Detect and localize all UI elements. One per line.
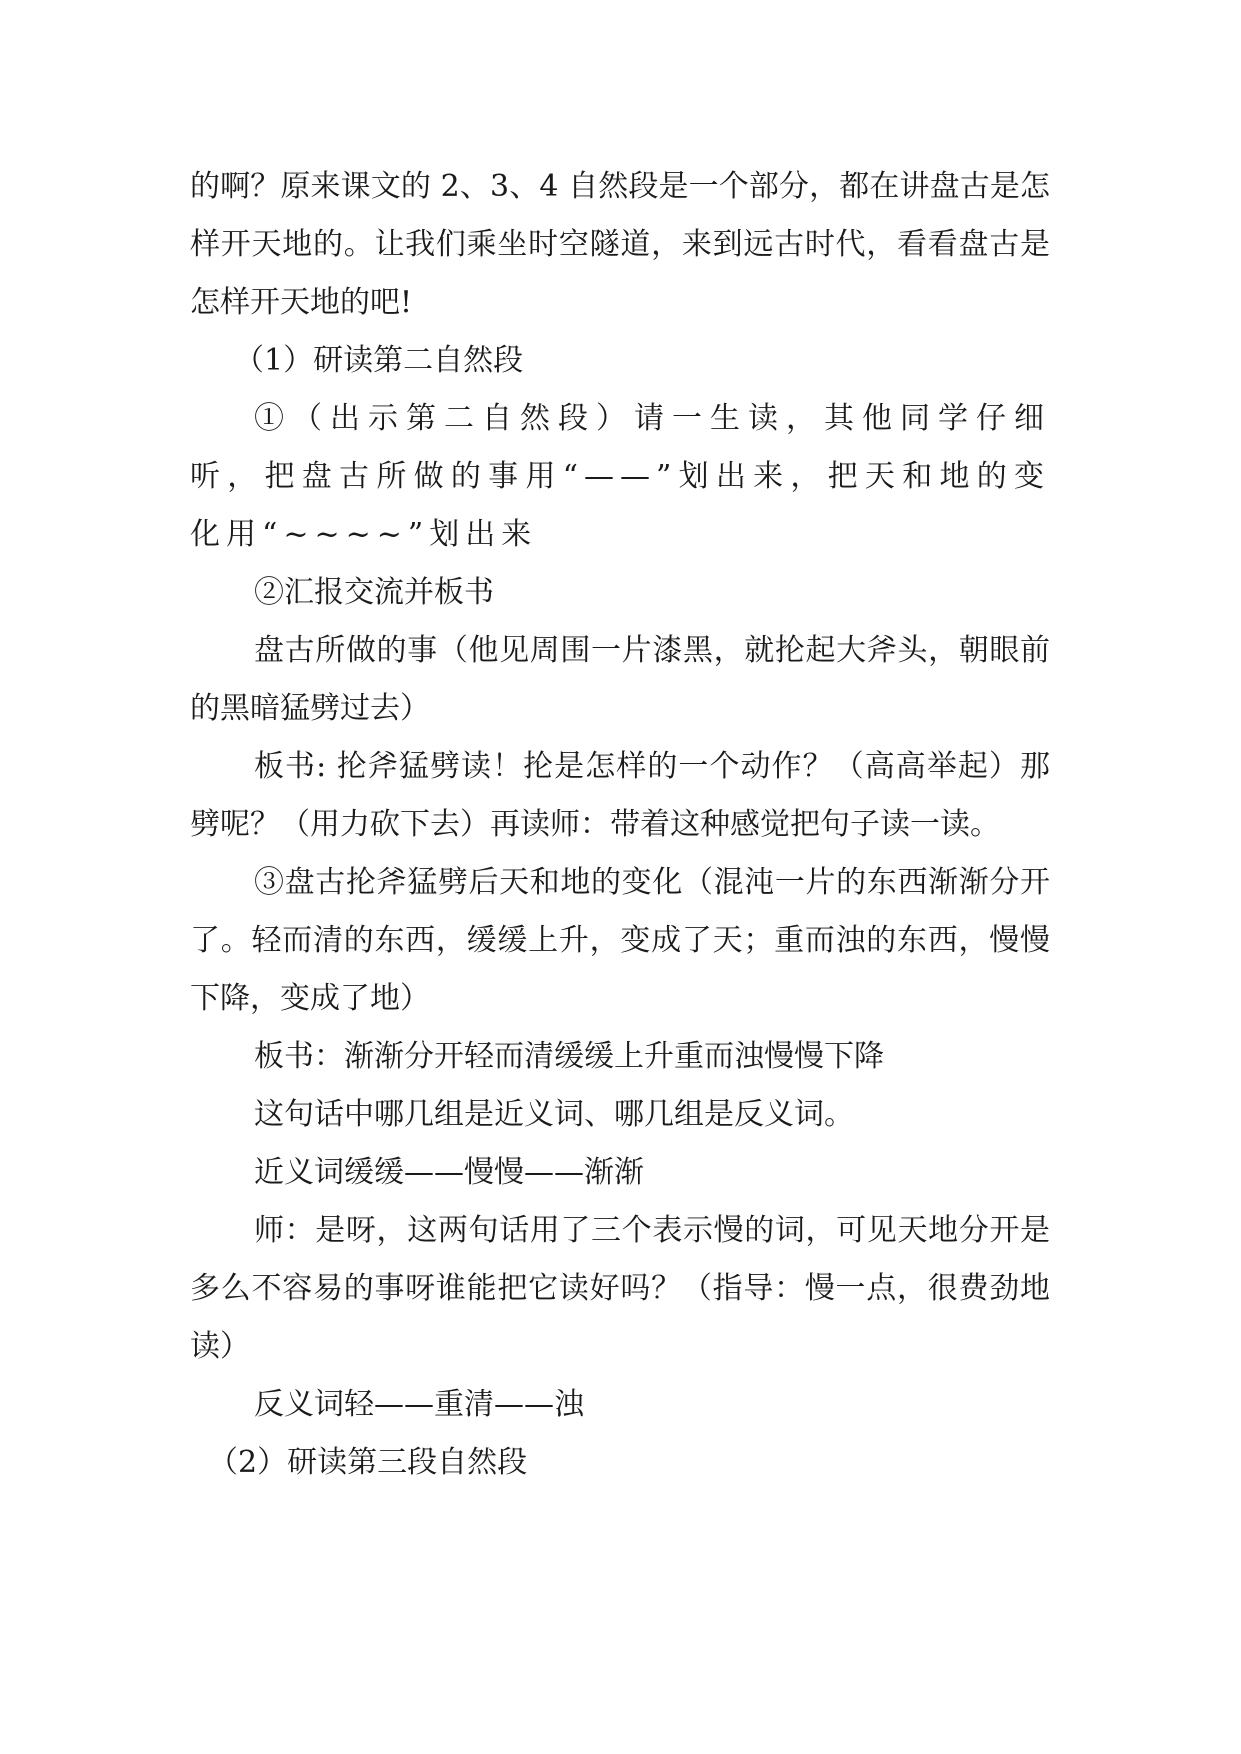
paragraph-board-1: 板书: 抡斧猛劈读！抡是怎样的一个动作？（高高举起）那劈呢？（用力砍下去）再读师：带着这种感觉把句子读一读。 bbox=[190, 749, 1050, 842]
paragraph-step-2: ②汇报交流并板书 bbox=[254, 575, 494, 610]
paragraph-board-2: 板书：渐渐分开轻而清缓缓上升重而浊慢慢下降 bbox=[254, 1039, 884, 1074]
paragraph-pangu-actions: 盘古所做的事（他见周围一片漆黑，就抡起大斧头，朝眼前的黑暗猛劈过去） bbox=[190, 633, 1050, 726]
paragraph-question: 这句话中哪几组是近义词、哪几组是反义词。 bbox=[254, 1097, 854, 1132]
heading-section-1: （1）研读第二自然段 bbox=[234, 343, 524, 378]
document-body bbox=[190, 158, 1050, 1492]
heading-section-2: （2）研读第三段自然段 bbox=[208, 1445, 528, 1480]
paragraph-step-3: ③盘古抡斧猛劈后天和地的变化（混沌一片的东西渐渐分开了。轻而清的东西，缓缓上升，变成了天；重而浊的东西，慢慢下降，变成了地） bbox=[190, 865, 1050, 1016]
paragraph-step-1: ①（出示第二自然段）请一生读，其他同学仔细听，把盘古所做的事用“——”划出来，把天和地的变化用“~~~~”划出来 bbox=[190, 401, 1050, 552]
paragraph-synonyms: 近义词缓缓——慢慢——渐渐 bbox=[254, 1155, 644, 1190]
paragraph-antonyms: 反义词轻——重清——浊 bbox=[254, 1387, 584, 1422]
paragraph-teacher: 师：是呀，这两句话用了三个表示慢的词，可见天地分开是多么不容易的事呀谁能把它读好吗？（指导：慢一点，很费劲地读） bbox=[190, 1213, 1050, 1364]
paragraph-intro: 的啊？原来课文的 2、3、4 自然段是一个部分，都在讲盘古是怎样开天地的。让我们乘坐时空隧道，来到远古时代，看看盘古是怎样开天地的吧! bbox=[190, 169, 1050, 320]
